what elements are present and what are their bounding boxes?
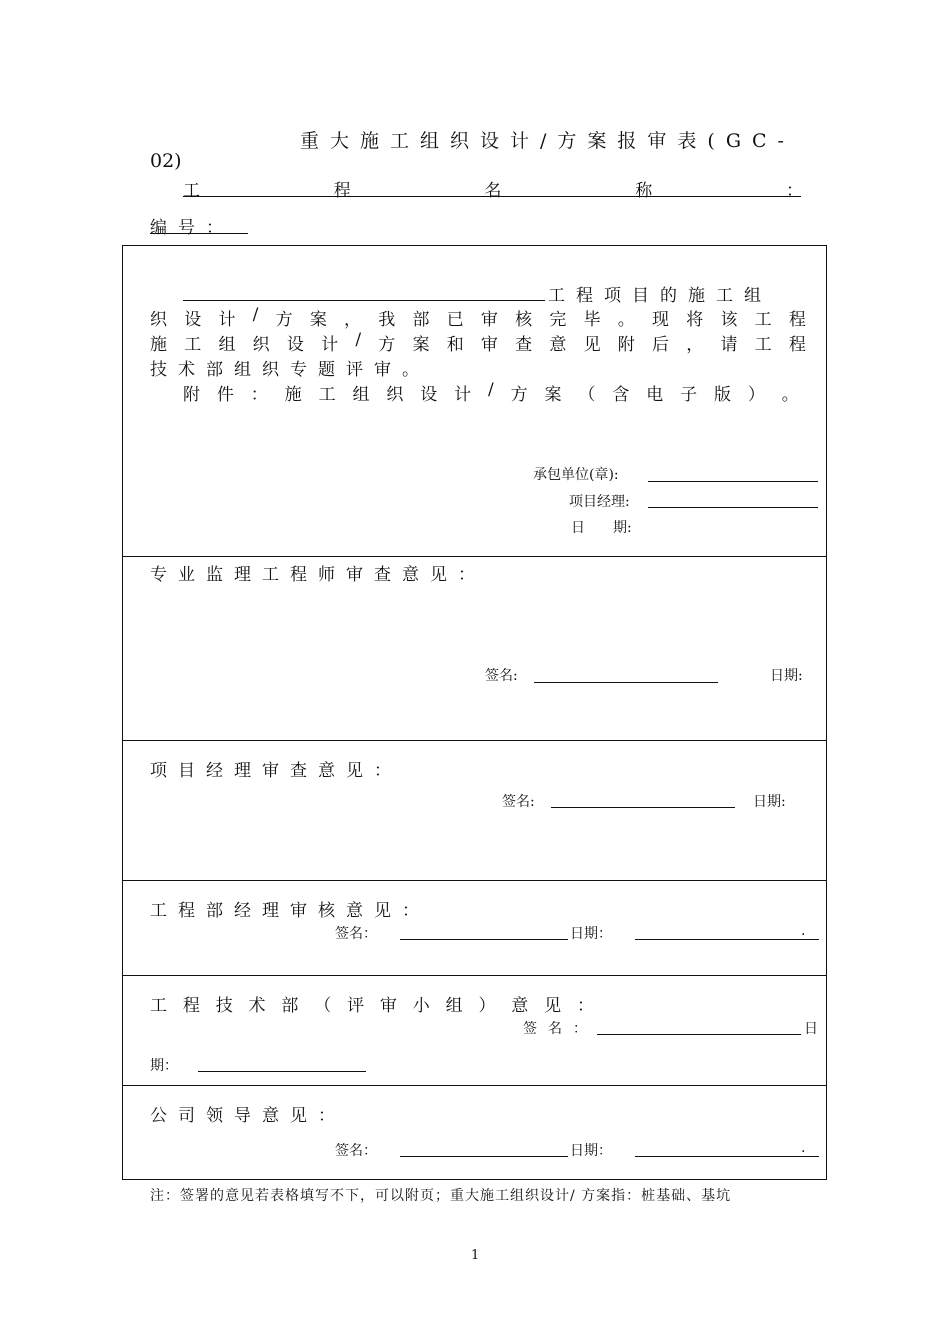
section1-date-label: 日 期:: [571, 520, 632, 536]
number-label: 编号：: [150, 218, 234, 238]
section1-line4: 技术部组织专题评审。: [150, 360, 430, 380]
section4-end-mark: .: [801, 923, 806, 939]
section2-date-label: 日期:: [770, 668, 803, 684]
section3-date-label: 日期:: [753, 794, 786, 810]
contractor-blank[interactable]: [648, 481, 818, 482]
project-name-field[interactable]: [183, 176, 803, 201]
section5-date-blank[interactable]: [198, 1071, 366, 1072]
section6-heading: 公司领导意见：: [150, 1106, 346, 1126]
document-title-continued: 02): [150, 150, 182, 172]
project-name-underline: [183, 196, 801, 197]
section4-sign-blank[interactable]: [400, 939, 568, 940]
row-divider-5: [122, 1085, 827, 1086]
contractor-label: 承包单位(章):: [533, 467, 619, 483]
section4-sign-label: 签名：: [335, 926, 377, 942]
section5-sign-blank[interactable]: [597, 1034, 801, 1035]
section6-sign-label: 签名：: [335, 1143, 377, 1159]
section4-date-label: 日期：: [570, 926, 612, 942]
row-divider-3: [122, 880, 827, 881]
section1-line3: 施 工 组 织 设 计 / 方 案 和 审 查 意 见 附 后 ， 请 工 程: [150, 330, 806, 355]
section6-end-mark: .: [801, 1140, 806, 1156]
number-underline: [150, 233, 248, 234]
section6-date-blank[interactable]: [635, 1156, 819, 1157]
section1-line1: 工程项目的施工组: [548, 286, 772, 306]
page-number: 1: [471, 1248, 480, 1263]
document-title: 重大施工组织设计/方案报审表(GC-: [300, 130, 795, 152]
section5-date-label-part2: 期：: [150, 1058, 178, 1074]
pm-blank[interactable]: [648, 507, 818, 508]
row-divider-1: [122, 556, 827, 557]
section3-sign-label: 签名:: [502, 794, 535, 810]
row-divider-4: [122, 975, 827, 976]
section3-heading: 项目经理审查意见：: [150, 761, 402, 781]
section4-heading: 工程部经理审核意见：: [150, 901, 430, 921]
row-divider-2: [122, 740, 827, 741]
section5-heading: 工 程 技 术 部 （ 评 审 小 组 ） 意 见 ：: [150, 996, 594, 1016]
section2-sign-blank[interactable]: [534, 682, 718, 683]
footer-note: 注：签署的意见若表格填写不下，可以附页；重大施工组织设计/ 方案指：桩基础、基坑: [150, 1188, 732, 1204]
project-name-label: 工 程 名 称 ：: [183, 181, 803, 201]
section6-sign-blank[interactable]: [400, 1156, 568, 1157]
section5-date-label-part1: 日: [804, 1021, 818, 1037]
attachment-line: 附 件 ： 施 工 组 织 设 计 / 方 案 （ 含 电 子 版 ） 。: [183, 380, 799, 405]
section2-heading: 专业监理工程师审查意见：: [150, 565, 486, 585]
section2-sign-label: 签名:: [485, 668, 518, 684]
section6-date-label: 日期：: [570, 1143, 612, 1159]
section3-sign-blank[interactable]: [551, 807, 735, 808]
section5-sign-label: 签名：: [523, 1021, 598, 1037]
pm-label: 项目经理:: [569, 494, 630, 510]
section1-line2: 织 设 计 / 方 案 ， 我 部 已 审 核 完 毕 。 现 将 该 工 程: [150, 305, 806, 330]
section4-date-blank[interactable]: [635, 939, 819, 940]
project-blank-line[interactable]: [183, 300, 545, 301]
